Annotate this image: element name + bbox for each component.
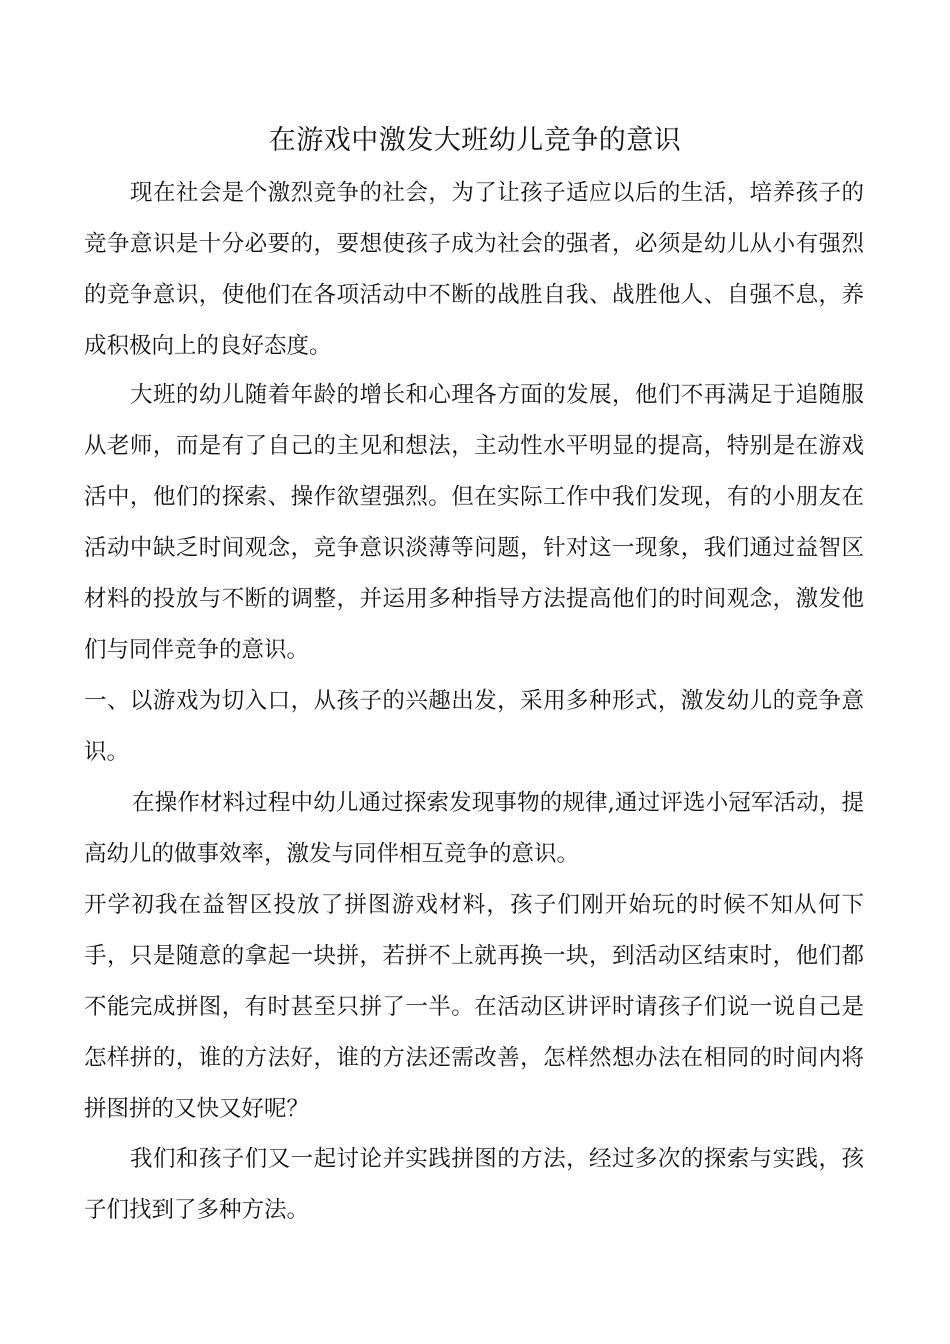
paragraph-discussion: 我们和孩子们又一起讨论并实践拼图的方法，经过多次的探索与实践，孩子们找到了多种方法。: [84, 1146, 864, 1223]
paragraph-puzzle-example: 开学初我在益智区投放了拼图游戏材料，孩子们刚开始玩的时候不知从何下手，只是随意的拿起一块拼，若拼不上就再换一块，到活动区结束时，他们都不能完成拼图，有时甚至只拼了一半。在活动区讲评时请孩子们说一说自己是怎样拼的，谁的方法好，谁的方法还需改善，怎样然想办法在相同的时间内将拼图拼的又快又好呢？: [84, 892, 864, 1122]
document-title: 在游戏中激发大班幼儿竞争的意识: [268, 125, 682, 156]
paragraph-method: 在操作材料过程中幼儿通过探索发现事物的规律,通过评选小冠军活动，提高幼儿的做事效率，激发与同伴相互竞争的意识。: [84, 790, 864, 867]
paragraph-background: 大班的幼儿随着年龄的增长和心理各方面的发展，他们不再满足于追随服从老师，而是有了自己的主见和想法，主动性水平明显的提高，特别是在游戏活中，他们的探索、操作欲望强烈。但在实际工作中我们发现，有的小朋友在活动中缺乏时间观念，竞争意识淡薄等问题，针对这一现象，我们通过益智区材料的投放与不断的调整，并运用多种指导方法提高他们的时间观念，激发他们与同伴竞争的意识。: [84, 382, 864, 663]
paragraph-introduction: 现在社会是个激烈竞争的社会，为了让孩子适应以后的生活，培养孩子的竞争意识是十分必要的，要想使孩子成为社会的强者，必须是幼儿从小有强烈的竞争意识，使他们在各项活动中不断的战胜自我、战胜他人、自强不息，养成积极向上的良好态度。: [84, 180, 864, 359]
section-heading-one: 一、以游戏为切入口，从孩子的兴趣出发，采用多种形式，激发幼儿的竞争意识。: [84, 688, 864, 765]
